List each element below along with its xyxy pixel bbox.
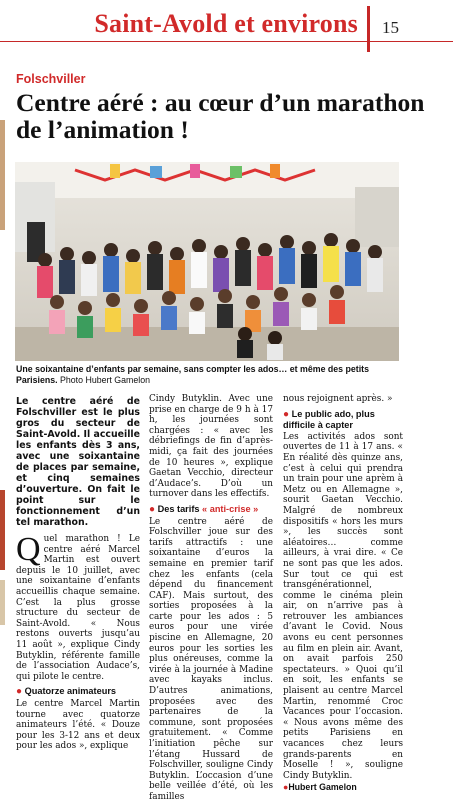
header-rule [0,41,453,42]
subheading-teens [283,409,403,431]
author-signature [283,782,403,793]
adjacent-page-edge-graphic [0,0,6,713]
bullet-icon: ● [283,782,289,793]
article-paragraph: Les activités ados sont ouvertes de 11 à 17 ans. « En réalité dès quinze ans, c’est à celui qui prendra un train pour une aprèm à Metz ou en Allemagne », sourit Gaetan Vecchio. Malgré de nombreux dispositifs « hors les murs », les succès sont aléatoires… comme ailleurs, à vrai dire. « Ce ne sont pas que les ados. Sur tout ce qui est transgénérationnel, comme le cinéma plein air, on n’arrive pas à retrouver les ambiances d’avant le Covid. Nous avons eu cent personnes au film en plein air. Avant, on avait parfois 250 spectateurs. » Quoi qu’il en soit, les enfants se plaisent au centre Marcel Martin, renommé Croc Vacances pour l’occasion. « Nous avons même des petits Parisiens en vacances chez leurs grands-parents en Moselle ! », souligne Cindy Butyklin. [283,431,403,781]
article-column-2 [149,394,273,803]
article-photo [15,162,399,361]
subheading-text-highlight: « anti-crise » [202,503,259,514]
bullet-icon: ● [149,503,156,515]
author-name: Hubert Gamelon [288,782,357,793]
article-lead: Le centre aéré de Folschviller est le plus gros du secteur de Saint-Avold. Il accueille les enfants dès 3 ans, avec une soixantaine de places par semaine, et cinq semaines d’ouverture. On fait le point sur le fonctionnement d’un tel marathon. [16,396,140,528]
bullet-icon: ● [283,408,290,420]
subheading-text: Quatorze animateurs [24,686,116,697]
page-header [0,0,453,48]
photo-caption-text: Une soixantaine d’enfants par semaine, sans compter les ados… et même des petits Parisiens. [16,364,369,385]
photo-caption [16,364,400,386]
drop-cap: Q [16,531,41,568]
subheading-text: Le public ado, plus difficile à capter [283,408,375,431]
subheading-prices [149,504,273,516]
article-kicker: Folschviller [16,72,86,86]
page-number: 15 [382,18,399,37]
article-paragraph: Le centre aéré de Folschviller joue sur des tarifs attractifs : une soixantaine d’euros la semaine en premier tarif chez les enfants (cela dépend du financement CAF). Mais surtout, des sorties proposées à la carte pour les ados : 5 euros pour une virée piscine en Allemagne, 20 euros pour les sorties les plus onéreuses, comme la virée à la journée à Madine avec kayaks inclus. D’autres animations, proposées avec des partenaires de la commune, sont proposées gratuitement. « Comme l’initiation pêche sur l’étang Hussard de Folschviller, souligne Cindy Butyklin. L’occasion d’une belle veillée d’été, où les familles [149,516,273,802]
section-title: Saint-Avold et environs [94,9,358,38]
adjacent-page-edge [0,0,6,713]
article-paragraph: Le centre Marcel Martin tourne avec quatorze animateurs l’été. « Douze pour les 3-12 ans et deux pour les ados », explique [16,698,140,752]
article-column-1 [16,396,140,752]
group-photo-image [15,162,399,361]
bullet-icon: ● [16,686,23,698]
article-paragraph: Cindy Butyklin. Avec une prise en charge de 9 h à 17 h, les journées sont chargées : « avec les débriefings de fin d’après-midi, ça fait des journées de 10 heures », explique Gaetan Vecchio, directeur d’Audace’s. D’où un turnover dans les effectifs. [149,394,273,500]
article-paragraph: nous rejoignent après. » [283,394,393,404]
article-paragraph [16,531,140,682]
header-separator [367,6,370,52]
article-column-3 [283,394,403,793]
photo-credit: Photo Hubert Gamelon [60,375,151,385]
subheading-text: Des tarifs [157,503,200,514]
article-paragraph-text: uel marathon ! Le centre aéré Marcel Martin est ouvert depuis le 10 juillet, avec une soixantaine d’enfants accueillis chaque semaine. C’est la plus grosse structure du secteur de Saint-Avold. « Nous restons ouverts jusqu’au 11 août », explique Cindy Butyklin, référente famille de l’association Audace’s, qui pilote le centre. [16,534,140,682]
article-headline: Centre aéré : au cœur d’un marathon de l’animation ! [16,88,425,144]
subheading-animators [16,686,140,698]
